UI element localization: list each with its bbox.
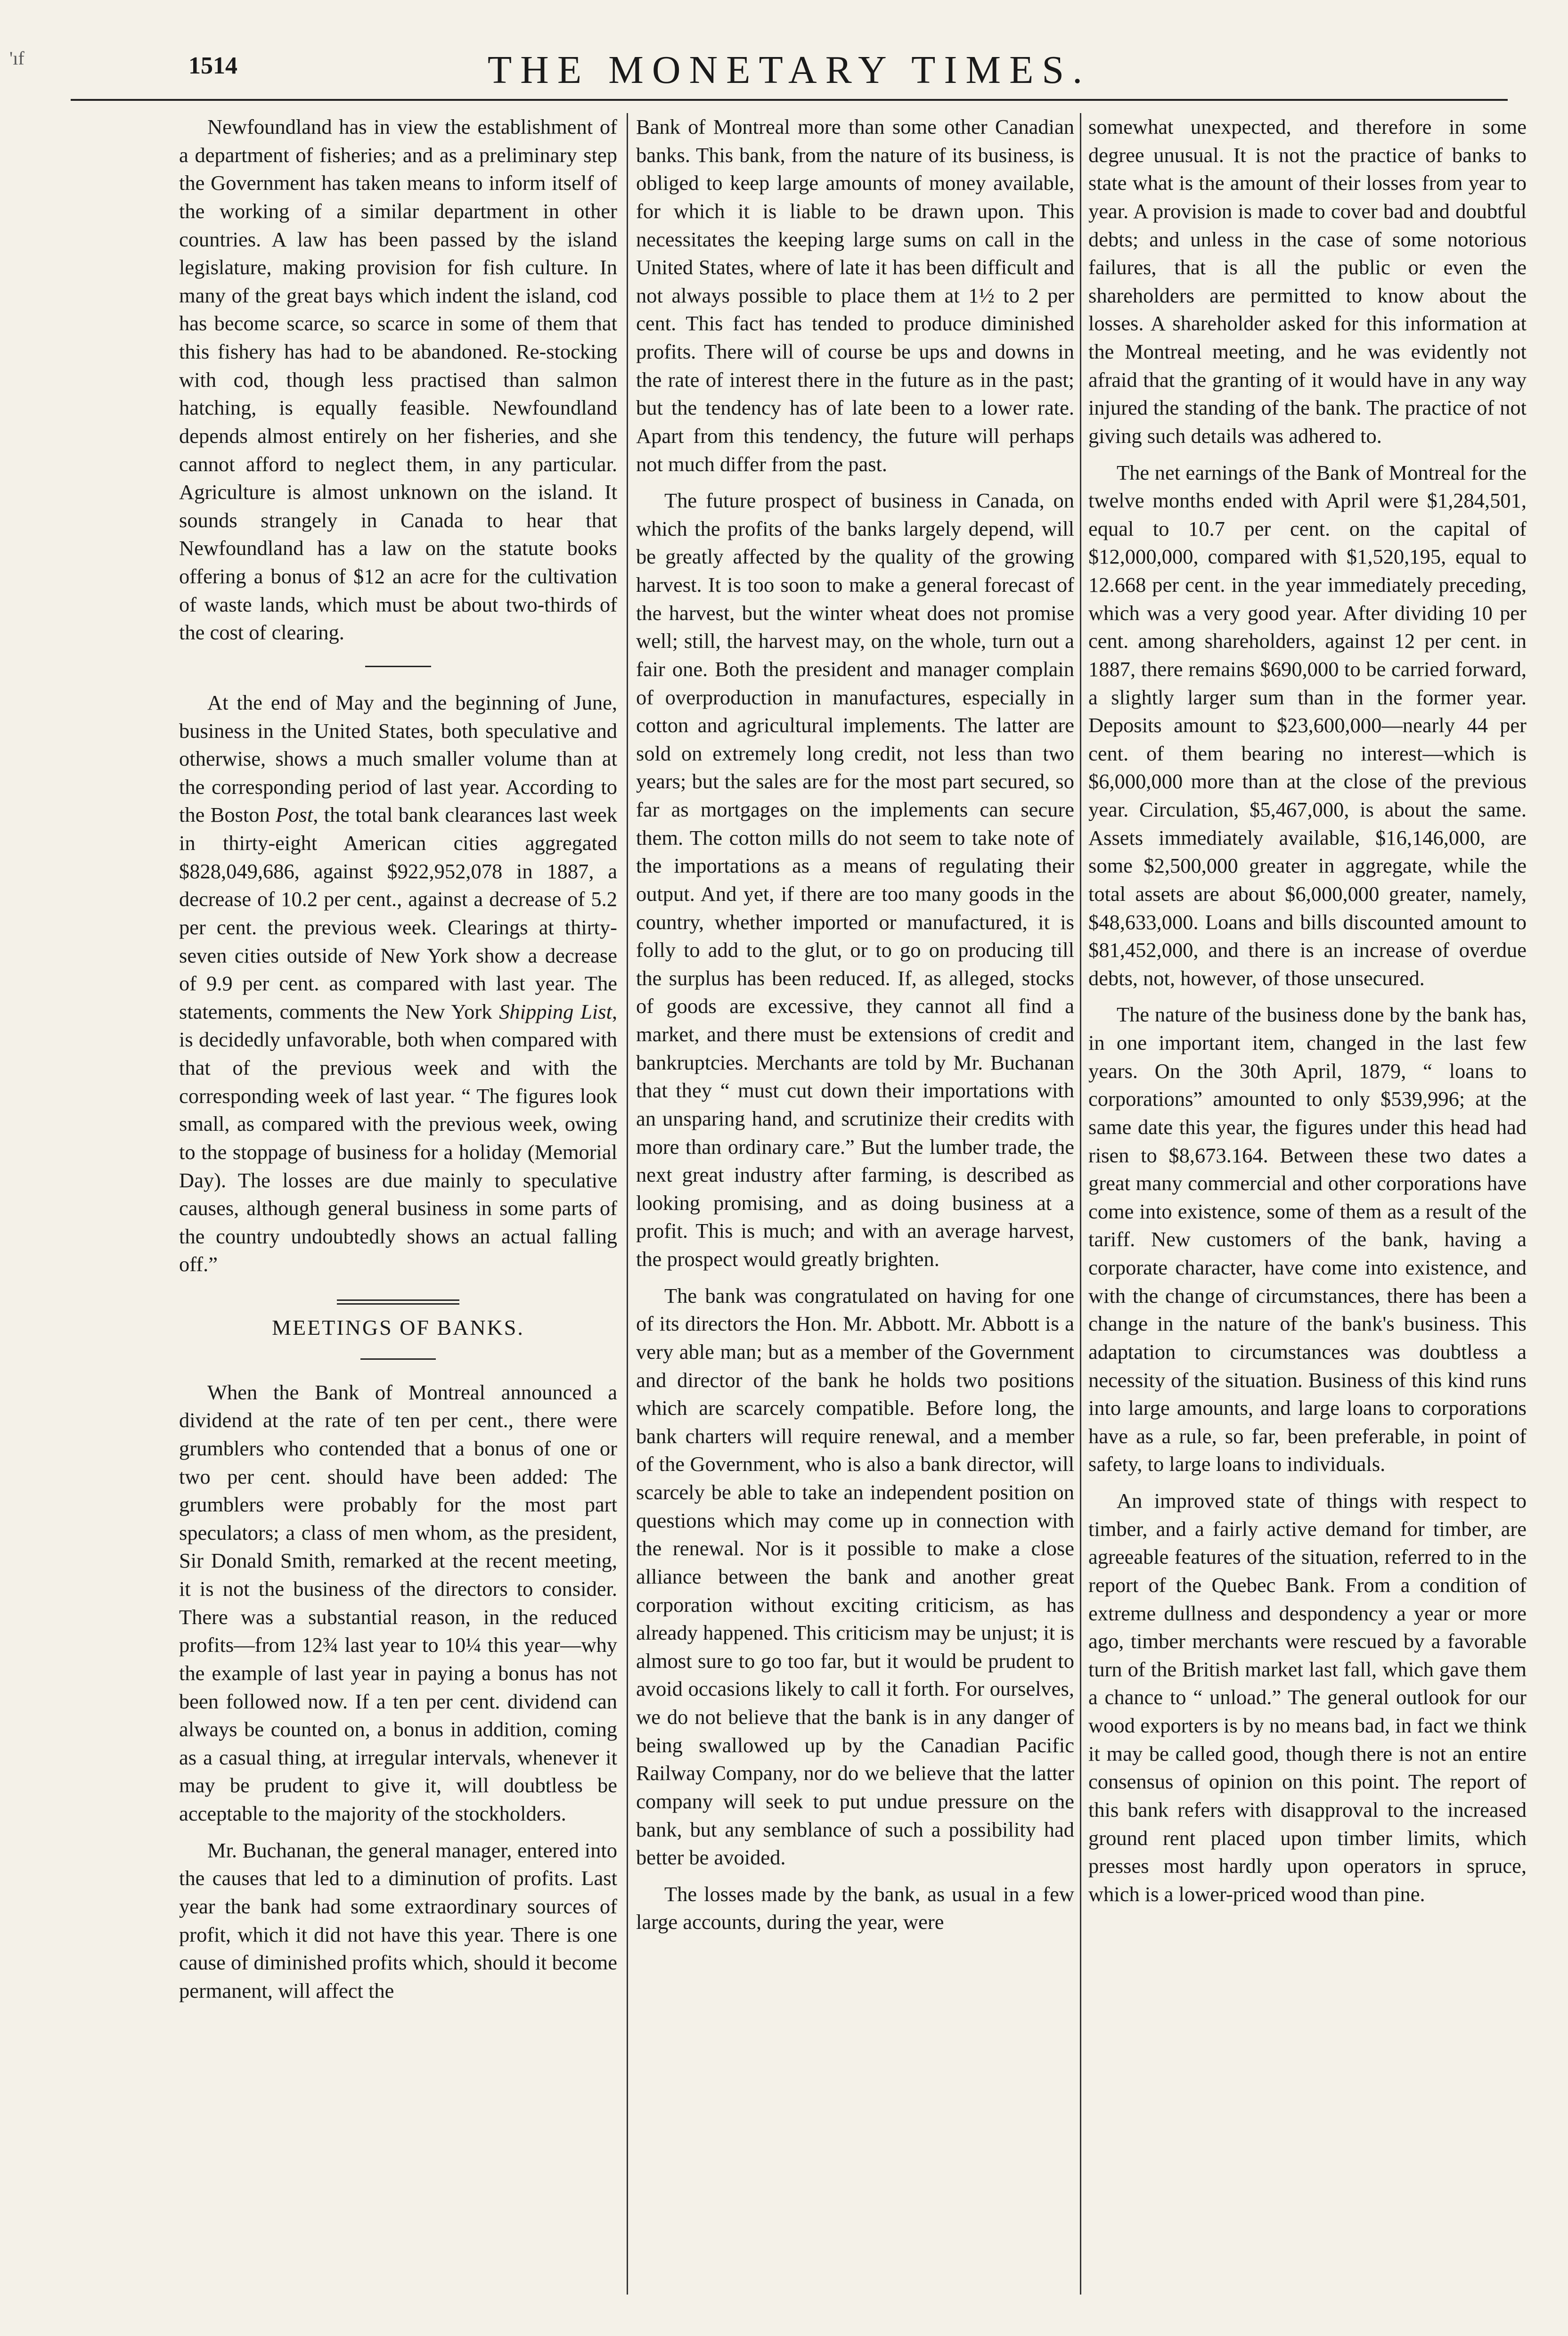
text-run-italic: Post [276,803,313,827]
paragraph-harvest-prospect: The future prospect of business in Canada, on which the profits of the banks largely depend, will be greatly affected by the quality of the growing harvest. It is too soon to make a general forecast of the harvest, but the winter wheat does not promise well; still, the harvest may, on the whole, turn out a fair one. Both the president and manager complain of overproduction in manufactures, especially in cotton and agricultural implements. The latter are sold on extremely long credit, not less than two years; but the sales are for the most part secured, so far as mortgages on the implements can secure them. The cotton mills do not seem to take note of the importations as a means of regulating their output. And yet, if there are too many goods in the country, whether imported or manufactured, it is folly to add to the glut, or to go on producing till the surplus has been reduced. If, as alleged, stocks of goods are excessive, they cannot all find a market, and there must be extensions of credit and bankruptcies. Merchants are told by Mr. Buchanan that they “ must cut down their importations with an unsparing hand, and scrutinize their credits with more than ordinary care.” But the lumber trade, the next great industry after farming, is described as looking promising, and as doing business at a profit. This is much; and with an average harvest, the prospect would greatly brighten. [636,489,1074,1271]
text-run: , is decidedly unfavorable, both when compared with that of the previous week and with the corresponding week of last year. “ The figures look small, as compared with the previous week, owing to the stoppage of business for a holiday (Memorial Day). The losses are due mainly to speculative causes, although general business in some parts of the country undoubtedly shows an actual falling off.” [179,999,617,1276]
paragraph-newfoundland-fisheries: Newfoundland has in view the establishment of a department of fisheries; and as a preliminary step the Government has taken means to inform itself of the working of a similar department in other countries. A law has been passed by the island legislature, making provision for fish culture. In many of the great bays which indent the island, cod has become scarce, so scarce in some of them that this fishery has had to be abandoned. Re-stocking with cod, though less practised than salmon hatching, is equally feasible. Newfoundland depends almost entirely on her fisheries, and she cannot afford to neglect them, in any particular. Agriculture is almost unknown on the island. It sounds strangely in Canada to hear that Newfoundland has a law on the statute books offering a bonus of $12 an acre for the cultivation of waste lands, which must be about two-thirds of the cost of clearing. [179,115,617,645]
heading-rule-top [337,1299,459,1305]
paragraph-bank-dividend: When the Bank of Montreal announced a dividend at the rate of ten per cent., there were grumblers who contended that a bonus of one or two per cent. should have been added: The grumblers were probably for the most part speculators; a class of men whom, as the president, Sir Donald Smith, remarked at the recent meeting, it is not the business of the directors to consider. There was a substantial reason, in the reduced profits—from 12¾ last year to 10¼ this year—why the example of last year in paying a bonus has not been followed now. If a ten per cent. dividend can always be counted on, a bonus in addition, coming as a casual thing, at irregular intervals, whenever it may be prudent to give it, will doubtless be acceptable to the majority of the stockholders. [179,1380,617,1825]
publication-title: THE MONETARY TIMES. [487,48,1091,92]
column-divider-1 [627,113,628,2295]
paragraph-timber: An improved state of things with respect to timber, and a fairly active demand for timber, are agreeable features of the situation, referred to in the report of the Quebec Bank. From a condition of extreme dullness and despondency a year or more ago, timber merchants were rescued by a favorable turn of the British market last fall, which gave them a chance to “ unload.” The general outlook for our wood exporters is by no means bad, in fact we think it may be called good, though there is not an entire consensus of opinion on this point. The report of this bank refers with disapproval to the increased ground rent placed upon timber limits, which presses most hardly upon operators in spruce, which is a lower-priced wood than pine. [1088,1489,1527,1906]
page-header [71,42,1508,101]
paragraph-net-earnings: The net earnings of the Bank of Montreal for the twelve months ended with April were $1,284,501, equal to 10.7 per cent. on the capital of $12,000,000, compared with $1,520,195, equal to 12.668 per cent. in the year immediately preceding, which was a very good year. After dividing 10 per cent. among shareholders, against 12 per cent. in 1887, there remains $690,000 to be carried forward, a slightly larger sum than in the former year. Deposits amount to $23,600,000—nearly 44 per cent. of them bearing no interest—which is $6,000,000 more than at the close of the previous year. Circulation, $5,467,000, is about the same. Assets immediately available, $16,146,000, are some $2,500,000 greater in aggregate, while the total assets are about $6,000,000 greater, namely, $48,633,000. Loans and bills discounted amount to $81,452,000, and there is an increase of overdue debts, not, however, of those unsecured. [1088,460,1527,990]
section-heading: MEETINGS OF BANKS. [272,1315,524,1340]
newspaper-page [71,42,1527,2304]
article-columns [71,113,1527,2304]
text-run-italic: Shipping List [499,999,612,1023]
text-run: , the total bank clearances last week in thirty-eight American cities aggregated $828,049,686, against $922,952,078 in 1887, a decrease of 10.2 per cent., against a decrease of 5.2 per cent. the previous week. Clearings at thirty-seven cities outside of New York show a decrease of 9.9 per cent. as compared with last year. The statements, comments the New York [179,803,617,1023]
paragraph-loans-corporations: The nature of the business done by the bank has, in one important item, changed in the last few years. On the 30th April, 1879, “ loans to corporations” amounted to only $539,996; at the same date this year, the figures under this head had risen to $8,673.164. Between these two dates a great many commercial and other corporations have come into existence, some of them as a result of the tariff. New customers of the bank, having a corporate character, have come into existence, and with the change of circumstances, there has been a change in the nature of the bank's business. This adaptation to circumstances was doubtless a necessity of the situation. Business of this kind runs into large amounts, and large loans to corporations have as a rule, so far, been preferable, in point of safety, to large loans to individuals. [1088,1003,1527,1476]
column-divider-2 [1080,113,1081,2295]
section-divider [365,666,431,667]
paragraph-losses: The losses made by the bank, as usual in a few large accounts, during the year, were [636,1882,1074,1934]
column-2 [636,113,1074,2304]
column-1 [179,113,617,2304]
paragraph-buchanan: Mr. Buchanan, the general manager, entered into the causes that led to a diminution of profits. Last year the bank had some extraordinary sources of profit, which it did not have this year. There is one cause of diminished profits which, should it become permanent, will affect the [179,1838,617,2002]
text-run: At the end of May and the beginning of June, business in the United States, both speculative and otherwise, shows a much smaller volume than at the corresponding period of last year. According to the Boston [179,690,617,827]
paragraph-abbott: The bank was congratulated on having for one of its directors the Hon. Mr. Abbott. Mr. Abbott is a very able man; but as a member of the Government and director of the bank he holds two positions which are scarcely compatible. Before long, the bank charters will require renewal, and a member of the Government, who is also a bank director, will scarcely be able to take an independent position on questions which may come up in connection with the renewal. Nor is it possible to make a close alliance between the bank and another great corporation without exciting criticism, as has already happened. This criticism may be unjust; it is almost sure to go too far, but it would be prudent to avoid occasions likely to call it forth. For ourselves, we do not believe that the bank is in any danger of being swallowed up by the Canadian Pacific Railway Company, nor do we believe that the latter company will seek to put undue pressure on the bank, but any semblance of such a possibility had better be avoided. [636,1283,1074,1870]
paragraph-continued: somewhat unexpected, and therefore in some degree unusual. It is not the practice of banks to state what is the amount of their losses from year to year. A provision is made to cover bad and doubtful debts; and unless in the case of some notorious failures, that is all the public or even the shareholders are permitted to know about the losses. A shareholder asked for this information at the Montreal meeting, and he was evidently not afraid that the granting of it would have in any way injured the standing of the bank. The practice of not giving such details was adhered to. [1088,115,1527,448]
column-3 [1088,113,1527,2304]
margin-mark: 'ıf [9,48,24,69]
paragraph-continued: Bank of Montreal more than some other Canadian banks. This bank, from the nature of its business, is obliged to keep large amounts of money available, for which it is liable to be drawn upon. This necessitates the keeping large sums on call in the United States, where of late it has been difficult and not always possible to place them at 1½ to 2 per cent. This fact has tended to produce diminished profits. There will of course be ups and downs in the rate of interest there in the future as in the past; but the tendency has of late been to a lower rate. Apart from this tendency, the future will perhaps not much differ from the past. [636,115,1074,476]
heading-rule-bottom [360,1358,436,1360]
paragraph-us-business [179,689,617,1279]
page-number: 1514 [188,52,237,79]
